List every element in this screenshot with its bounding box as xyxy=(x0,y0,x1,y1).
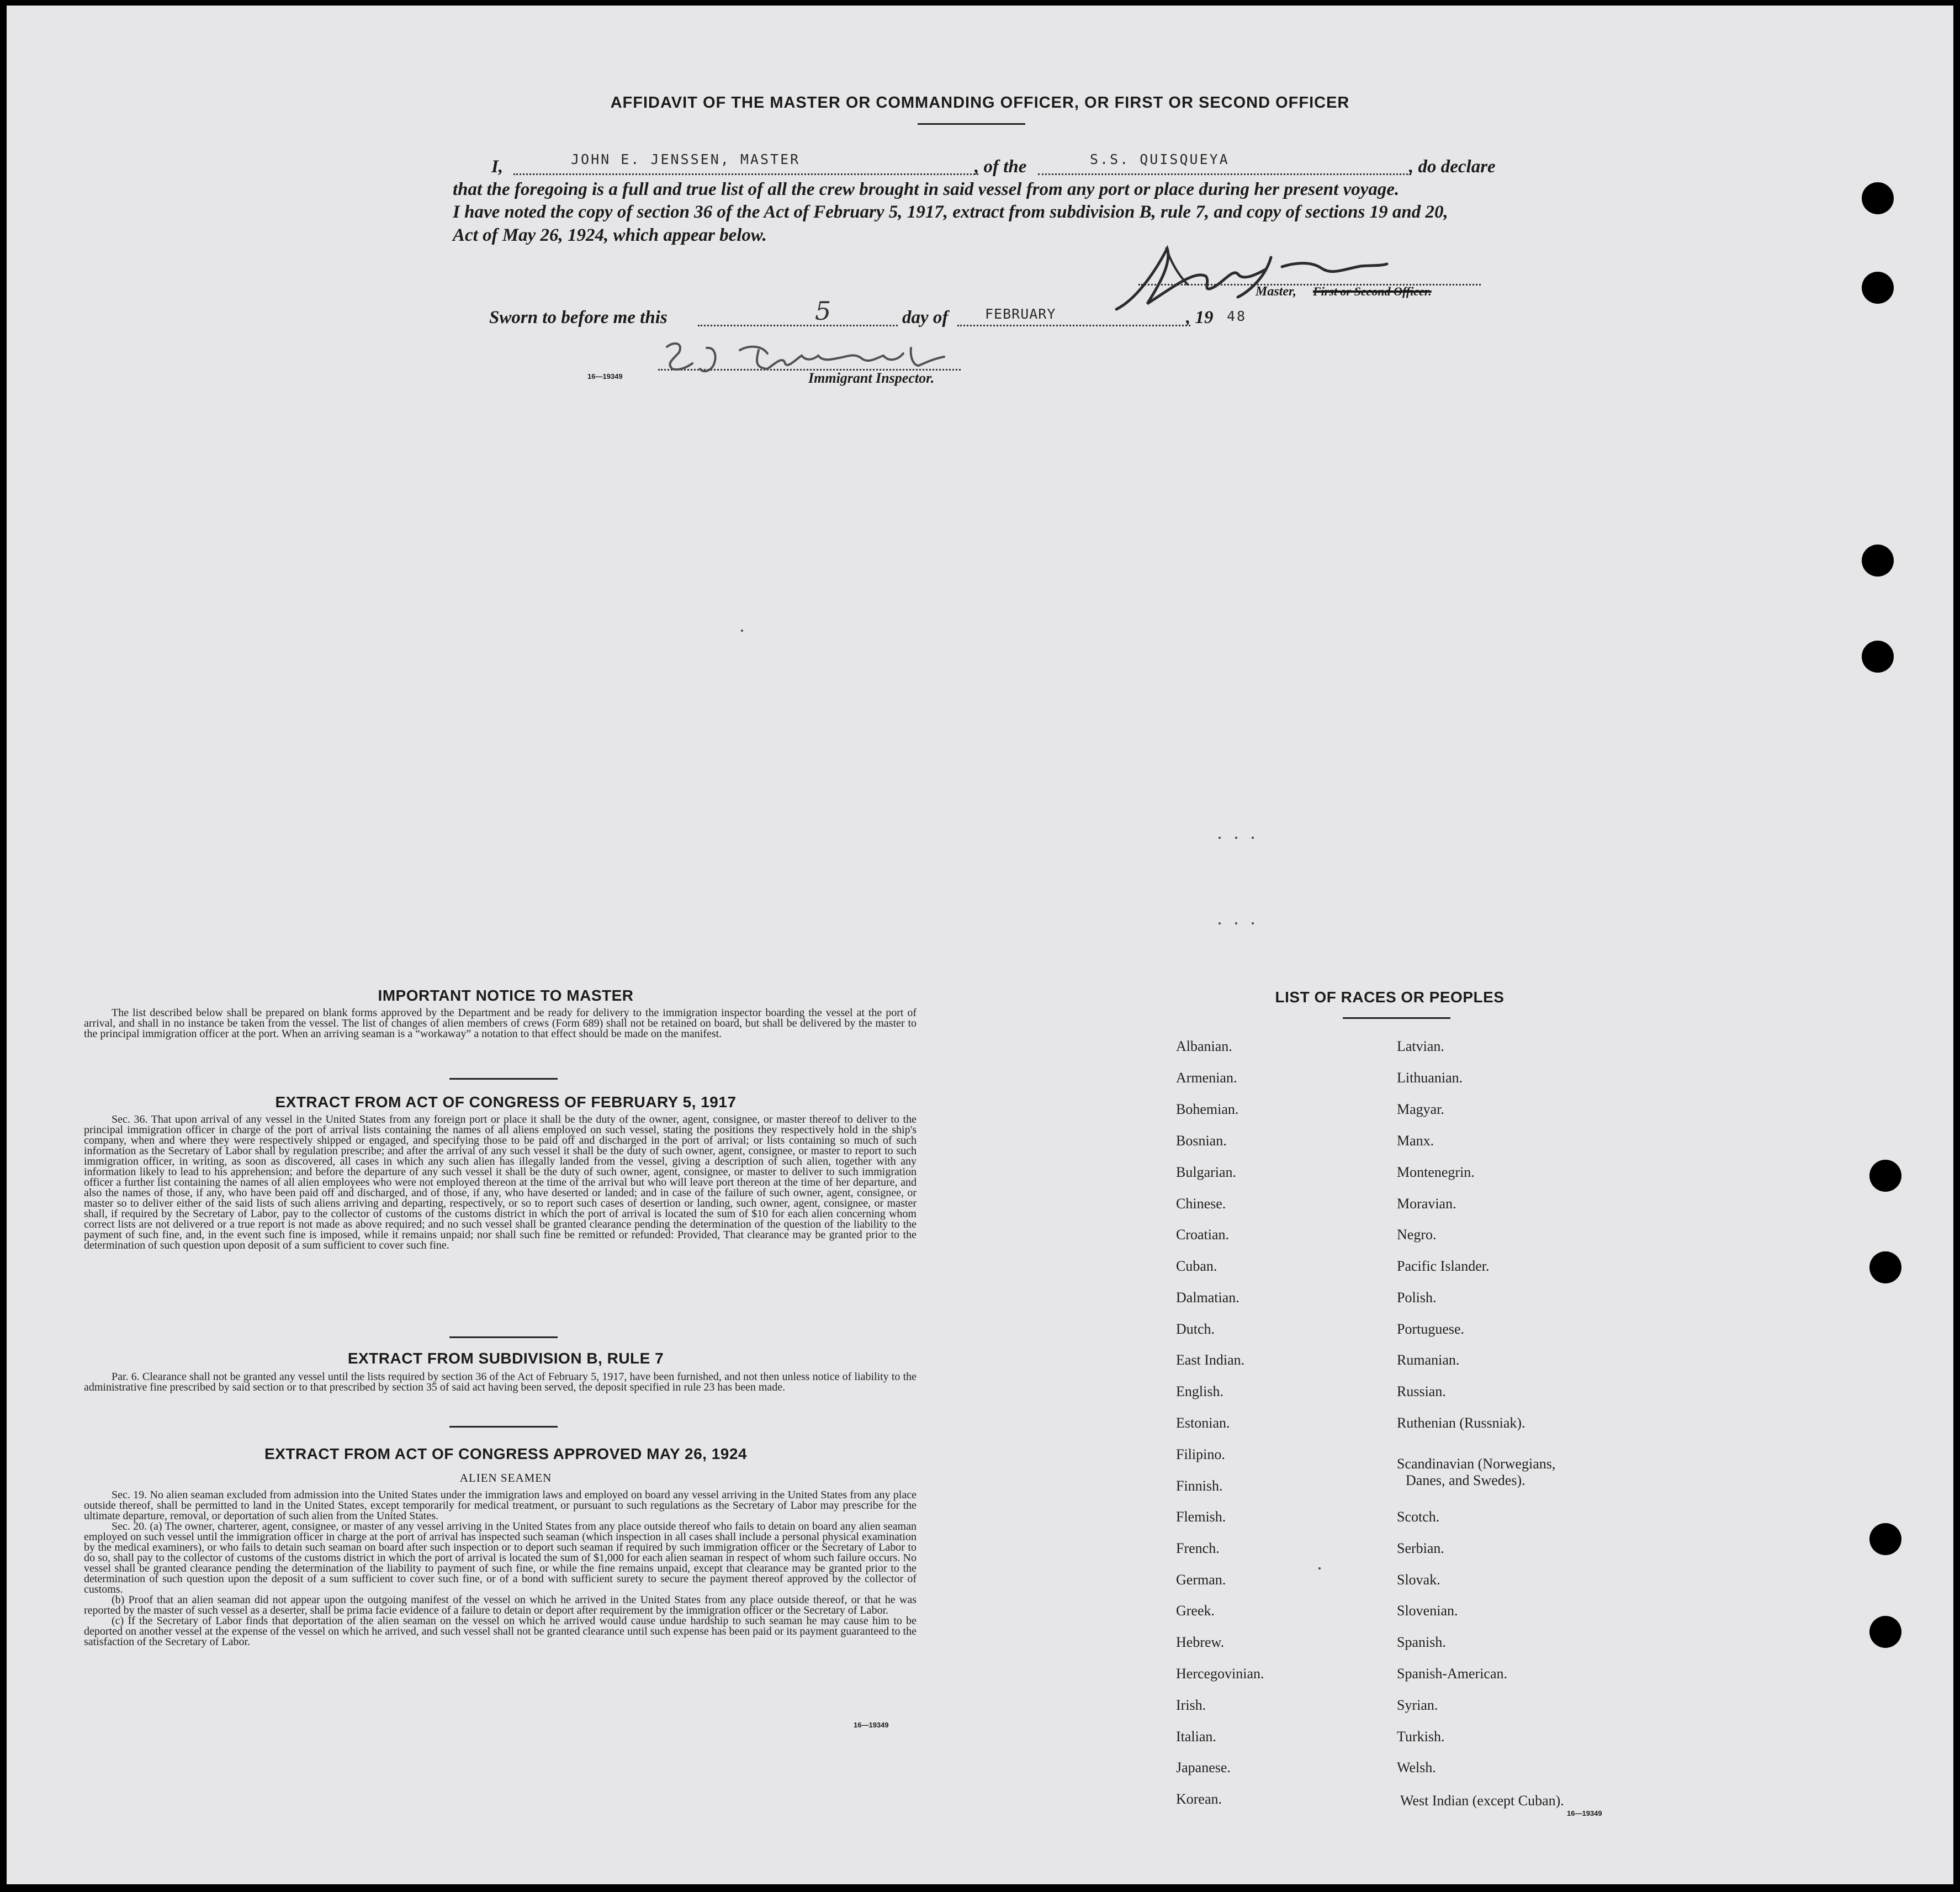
form-code: 16—19349 xyxy=(1567,1809,1602,1817)
race-item: Bohemian. xyxy=(1176,1101,1239,1117)
of-the-label: , of the xyxy=(974,157,1027,177)
month-field-line xyxy=(957,325,1190,326)
race-item: Magyar. xyxy=(1397,1101,1444,1117)
race-item: Italian. xyxy=(1176,1729,1216,1745)
form-code: 16—19349 xyxy=(854,1721,889,1729)
alien-seamen-subtitle: ALIEN SEAMEN xyxy=(459,1471,552,1484)
speck xyxy=(1318,1567,1321,1569)
affidavit-title: AFFIDAVIT OF THE MASTER OR COMMANDING OFFICER, OR FIRST OR SECOND OFFICER xyxy=(610,94,1350,112)
speck xyxy=(1252,837,1254,839)
binder-hole xyxy=(1869,1523,1901,1555)
races-divider xyxy=(1343,1017,1450,1019)
extract-1917-text xyxy=(84,1114,917,1251)
day-field-line xyxy=(698,325,898,326)
notice-text xyxy=(84,1008,917,1039)
sec-20c-paragraph: (c) If the Secretary of Labor finds that deportation of the alien seaman on the vessel on which he arrived would cause undue hardship to such seaman he may cause him to be deported on another vessel at the expense of the vessel on which he arrived, and such vessel shall not be granted clearance until such expense has been paid or its payment guaranteed to the satisfaction of the Secretary of Labor. xyxy=(84,1615,917,1648)
notice-title: IMPORTANT NOTICE TO MASTER xyxy=(378,987,634,1004)
race-item: Serbian. xyxy=(1397,1540,1444,1556)
name-field-line xyxy=(513,173,978,175)
race-item: Bulgarian. xyxy=(1176,1164,1237,1180)
year-field: 48 xyxy=(1227,308,1247,324)
race-item: Scotch. xyxy=(1397,1509,1440,1525)
binder-hole xyxy=(1862,545,1894,577)
section-divider xyxy=(449,1078,558,1080)
binder-hole xyxy=(1869,1616,1901,1648)
affidavit-line2: that the foregoing is a full and true list of all the crew brought in said vessel from any port or place during her present voyage. xyxy=(453,179,1400,199)
speck xyxy=(1235,837,1237,839)
race-item: Irish. xyxy=(1176,1697,1206,1713)
inspector-title: Immigrant Inspector. xyxy=(808,370,935,386)
race-item: Negro. xyxy=(1397,1227,1437,1243)
extract-1924-text xyxy=(84,1490,917,1647)
race-item: Korean. xyxy=(1176,1791,1222,1807)
section-divider xyxy=(449,1426,558,1428)
binder-hole xyxy=(1869,1160,1901,1192)
binder-hole xyxy=(1869,1251,1901,1283)
form-code: 16—19349 xyxy=(587,372,623,380)
race-item: Pacific Islander. xyxy=(1397,1258,1490,1274)
race-item: Dutch. xyxy=(1176,1321,1215,1337)
race-item: Bosnian. xyxy=(1176,1133,1227,1149)
speck xyxy=(1235,922,1237,924)
notice-paragraph: The list described below shall be prepared on blank forms approved by the Department and be ready for delivery to the immigration inspector boarding the vessel at the port of arrival, and shall in no instance be taken from the vessel. The list of changes of alien members of crews (Form 689) shall not be retained on board, but shall be delivered by the master to the principal immigration officer at the port. When an arriving seaman is a “workaway” a notation to that effect should be made on the manifest. xyxy=(84,1007,917,1040)
race-item: Russian. xyxy=(1397,1383,1446,1399)
speck xyxy=(741,630,743,632)
vessel-field-line xyxy=(1038,173,1411,175)
year-prefix: , 19 xyxy=(1186,308,1214,327)
race-item: Japanese. xyxy=(1176,1759,1231,1775)
day-field: 5 xyxy=(815,296,831,326)
extract-1924-title: EXTRACT FROM ACT OF CONGRESS APPROVED MAY 26, 1924 xyxy=(264,1445,747,1462)
extract-1917-title: EXTRACT FROM ACT OF CONGRESS OF FEBRUARY 5, 1917 xyxy=(275,1093,737,1111)
sec-20a-paragraph: Sec. 20. (a) The owner, charterer, agent, consignee, or master of any vessel arriving in the United States from any place outside thereof who fails to detain on board any alien seaman employed on such vessel until the immigration officer in charge at the port of arrival has inspected such seaman (which inspection in all cases shall include a personal physical examination by the medical examiners), or who fails to detain such seaman on board after such inspection or to deport such seaman if required by such immigration officer or the Secretary of Labor to do so, shall pay to the collector of customs of the customs district in which the port of arrival is located the sum of $1,000 for each alien seaman in respect of whom such failure occurs. No vessel shall be granted clearance pending the determination of the liability to payment of such fine, or while the fine remains unpaid, except that clearance may be granted prior to the determination of such question upon the deposit of a sum sufficient to cover such fine, or of a bond with sufficient surety to secure the payment thereof approved by the collector of customs. xyxy=(84,1520,917,1595)
race-item: Manx. xyxy=(1397,1133,1434,1149)
speck xyxy=(1252,922,1254,924)
race-item: Croatian. xyxy=(1176,1227,1230,1243)
race-item: Moravian. xyxy=(1397,1196,1456,1212)
race-item: Portuguese. xyxy=(1397,1321,1465,1337)
race-item: Scandinavian (Norwegians, xyxy=(1397,1456,1556,1472)
title-divider xyxy=(918,123,1025,125)
race-item: Hercegovinian. xyxy=(1176,1666,1264,1682)
race-item: Estonian. xyxy=(1176,1415,1230,1431)
race-item: Turkish. xyxy=(1397,1729,1445,1745)
vessel-name-field: S.S. QUISQUEYA xyxy=(1090,151,1230,167)
race-item: Filipino. xyxy=(1176,1446,1225,1462)
race-item: Albanian. xyxy=(1176,1038,1232,1054)
race-item: Danes, and Swedes). xyxy=(1406,1472,1525,1488)
race-item: French. xyxy=(1176,1540,1220,1556)
race-item: Ruthenian (Russniak). xyxy=(1397,1415,1525,1431)
affidavit-i: I, xyxy=(491,157,504,177)
race-item: German. xyxy=(1176,1572,1226,1588)
binder-hole xyxy=(1862,272,1894,304)
sworn-label: Sworn to before me this xyxy=(489,308,668,327)
rule-7-title: EXTRACT FROM SUBDIVISION B, RULE 7 xyxy=(347,1350,664,1367)
binder-hole xyxy=(1862,641,1894,673)
race-item: Flemish. xyxy=(1176,1509,1226,1525)
race-item: Chinese. xyxy=(1176,1196,1226,1212)
race-item: Montenegrin. xyxy=(1397,1164,1475,1180)
race-item: Armenian. xyxy=(1176,1070,1237,1086)
race-item: Latvian. xyxy=(1397,1038,1444,1054)
struck-officer-title: First or Second Officer. xyxy=(1313,284,1432,298)
section-divider xyxy=(449,1336,558,1338)
month-field: FEBRUARY xyxy=(985,306,1056,322)
race-item: Lithuanian. xyxy=(1397,1070,1463,1086)
par-6-paragraph: Par. 6. Clearance shall not be granted any vessel until the lists required by section 36 of the Act of February 5, 1917, have been furnished, and not then unless notice of liability to the administrative fine prescribed by said section or to that prescribed by section 35 of said act having been served, the deposit specified in rule 23 has been made. xyxy=(84,1371,917,1393)
affidavit-line3: I have noted the copy of section 36 of the Act of February 5, 1917, extract from subdivision B, rule 7, and copy of sections 19 and 20, xyxy=(453,202,1448,222)
section-36-paragraph: Sec. 36. That upon arrival of any vessel in the United States from any foreign port or place it shall be the duty of the owner, agent, consignee, or master thereof to deliver to the principal immigration officer in charge of the port of arrival lists containing the names of all aliens employed on such vessel, stating the positions they respectively hold in the ship's company, when and where they were respectively shipped or engaged, and specifying those to be paid off and discharged in the port of arrival; or lists containing so much of such information as the Secretary of Labor shall by regulation prescribe; and after the arrival of any such vessel it shall be the duty of such owner, agent, consignee, or master to report to such immigration officer, in writing, as soon as discovered, all cases in which any such alien has illegally landed from the vessel, giving a description of such alien, together with any information likely to lead to his apprehension; and before the departure of any such vessel it shall be the duty of such owner, agent, consignee, or master to deliver to such immigration officer a further list containing the names of all alien employees who were not employed thereon at the time of the arrival but who will leave port thereon at the time of her departure, and also the names of those, if any, who have been paid off and discharged, and of those, if any, who have deserted or landed; and in case of the failure of such owner, agent, consignee, or master so to deliver either of the said lists of such aliens arriving and departing, respectively, or so to report such cases of desertion or landing, such owner, agent, consignee, or master shall, if required by the Secretary of Labor, pay to the collector of customs of the customs district in which the port of arrival is located the sum of $10 for each alien concerning whom correct lists are not delivered or a true report is not made as above required; and no such vessel shall be granted clearance pending the determination of the question of the liability to the payment of such fine, and, in the event such fine is imposed, while it remains unpaid; nor shall such fine be remitted or refunded: Provided, That clearance may be granted prior to the determination of such question upon deposit of a sum sufficient to cover such fine. xyxy=(84,1113,917,1251)
day-of-label: day of xyxy=(902,308,949,327)
race-item: East Indian. xyxy=(1176,1352,1245,1368)
master-name-field: JOHN E. JENSSEN, MASTER xyxy=(571,151,801,167)
race-item: Spanish. xyxy=(1397,1634,1446,1650)
sec-19-paragraph: Sec. 19. No alien seaman excluded from admission into the United States under the immigration laws and employed on board any vessel arriving in the United States from any place outside thereof, shall be permitted to land in the United States, except temporarily for medical treatment, or pursuant to such regulations as the Secretary of Labor may prescribe for the ultimate departure, removal, or deportation of such alien from the United States. xyxy=(84,1489,917,1522)
race-item: Spanish-American. xyxy=(1397,1666,1508,1682)
do-declare-label: , do declare xyxy=(1409,157,1496,177)
race-item: Welsh. xyxy=(1397,1759,1436,1775)
speck xyxy=(1219,837,1221,839)
race-item: Syrian. xyxy=(1397,1697,1438,1713)
race-item: Slovenian. xyxy=(1397,1603,1458,1619)
master-signature xyxy=(1105,236,1392,319)
master-title-label: Master, xyxy=(1256,284,1297,299)
speck xyxy=(1219,922,1221,924)
binder-hole xyxy=(1862,182,1894,214)
race-item: Finnish. xyxy=(1176,1478,1223,1494)
race-item: West Indian (except Cuban). xyxy=(1400,1793,1564,1809)
document-page xyxy=(7,6,1953,1884)
race-item: Cuban. xyxy=(1176,1258,1217,1274)
sec-20b-paragraph: (b) Proof that an alien seaman did not appear upon the outgoing manifest of the vessel on which he arrived in the United States from any place outside thereof, or that he was reported by the master of such vessel as a deserter, shall be prima facie evidence of a failure to detain or deport after requirement by the immigration officer or the Secretary of Labor. xyxy=(84,1594,917,1616)
races-title: LIST OF RACES OR PEOPLES xyxy=(1275,989,1505,1006)
race-item: Greek. xyxy=(1176,1603,1215,1619)
race-item: Polish. xyxy=(1397,1289,1437,1306)
race-item: Slovak. xyxy=(1397,1572,1440,1588)
affidavit-line4: Act of May 26, 1924, which appear below. xyxy=(453,225,767,245)
race-item: English. xyxy=(1176,1383,1223,1399)
race-item: Dalmatian. xyxy=(1176,1289,1239,1306)
rule-7-text xyxy=(84,1372,917,1393)
race-item: Hebrew. xyxy=(1176,1634,1225,1650)
race-item: Rumanian. xyxy=(1397,1352,1460,1368)
